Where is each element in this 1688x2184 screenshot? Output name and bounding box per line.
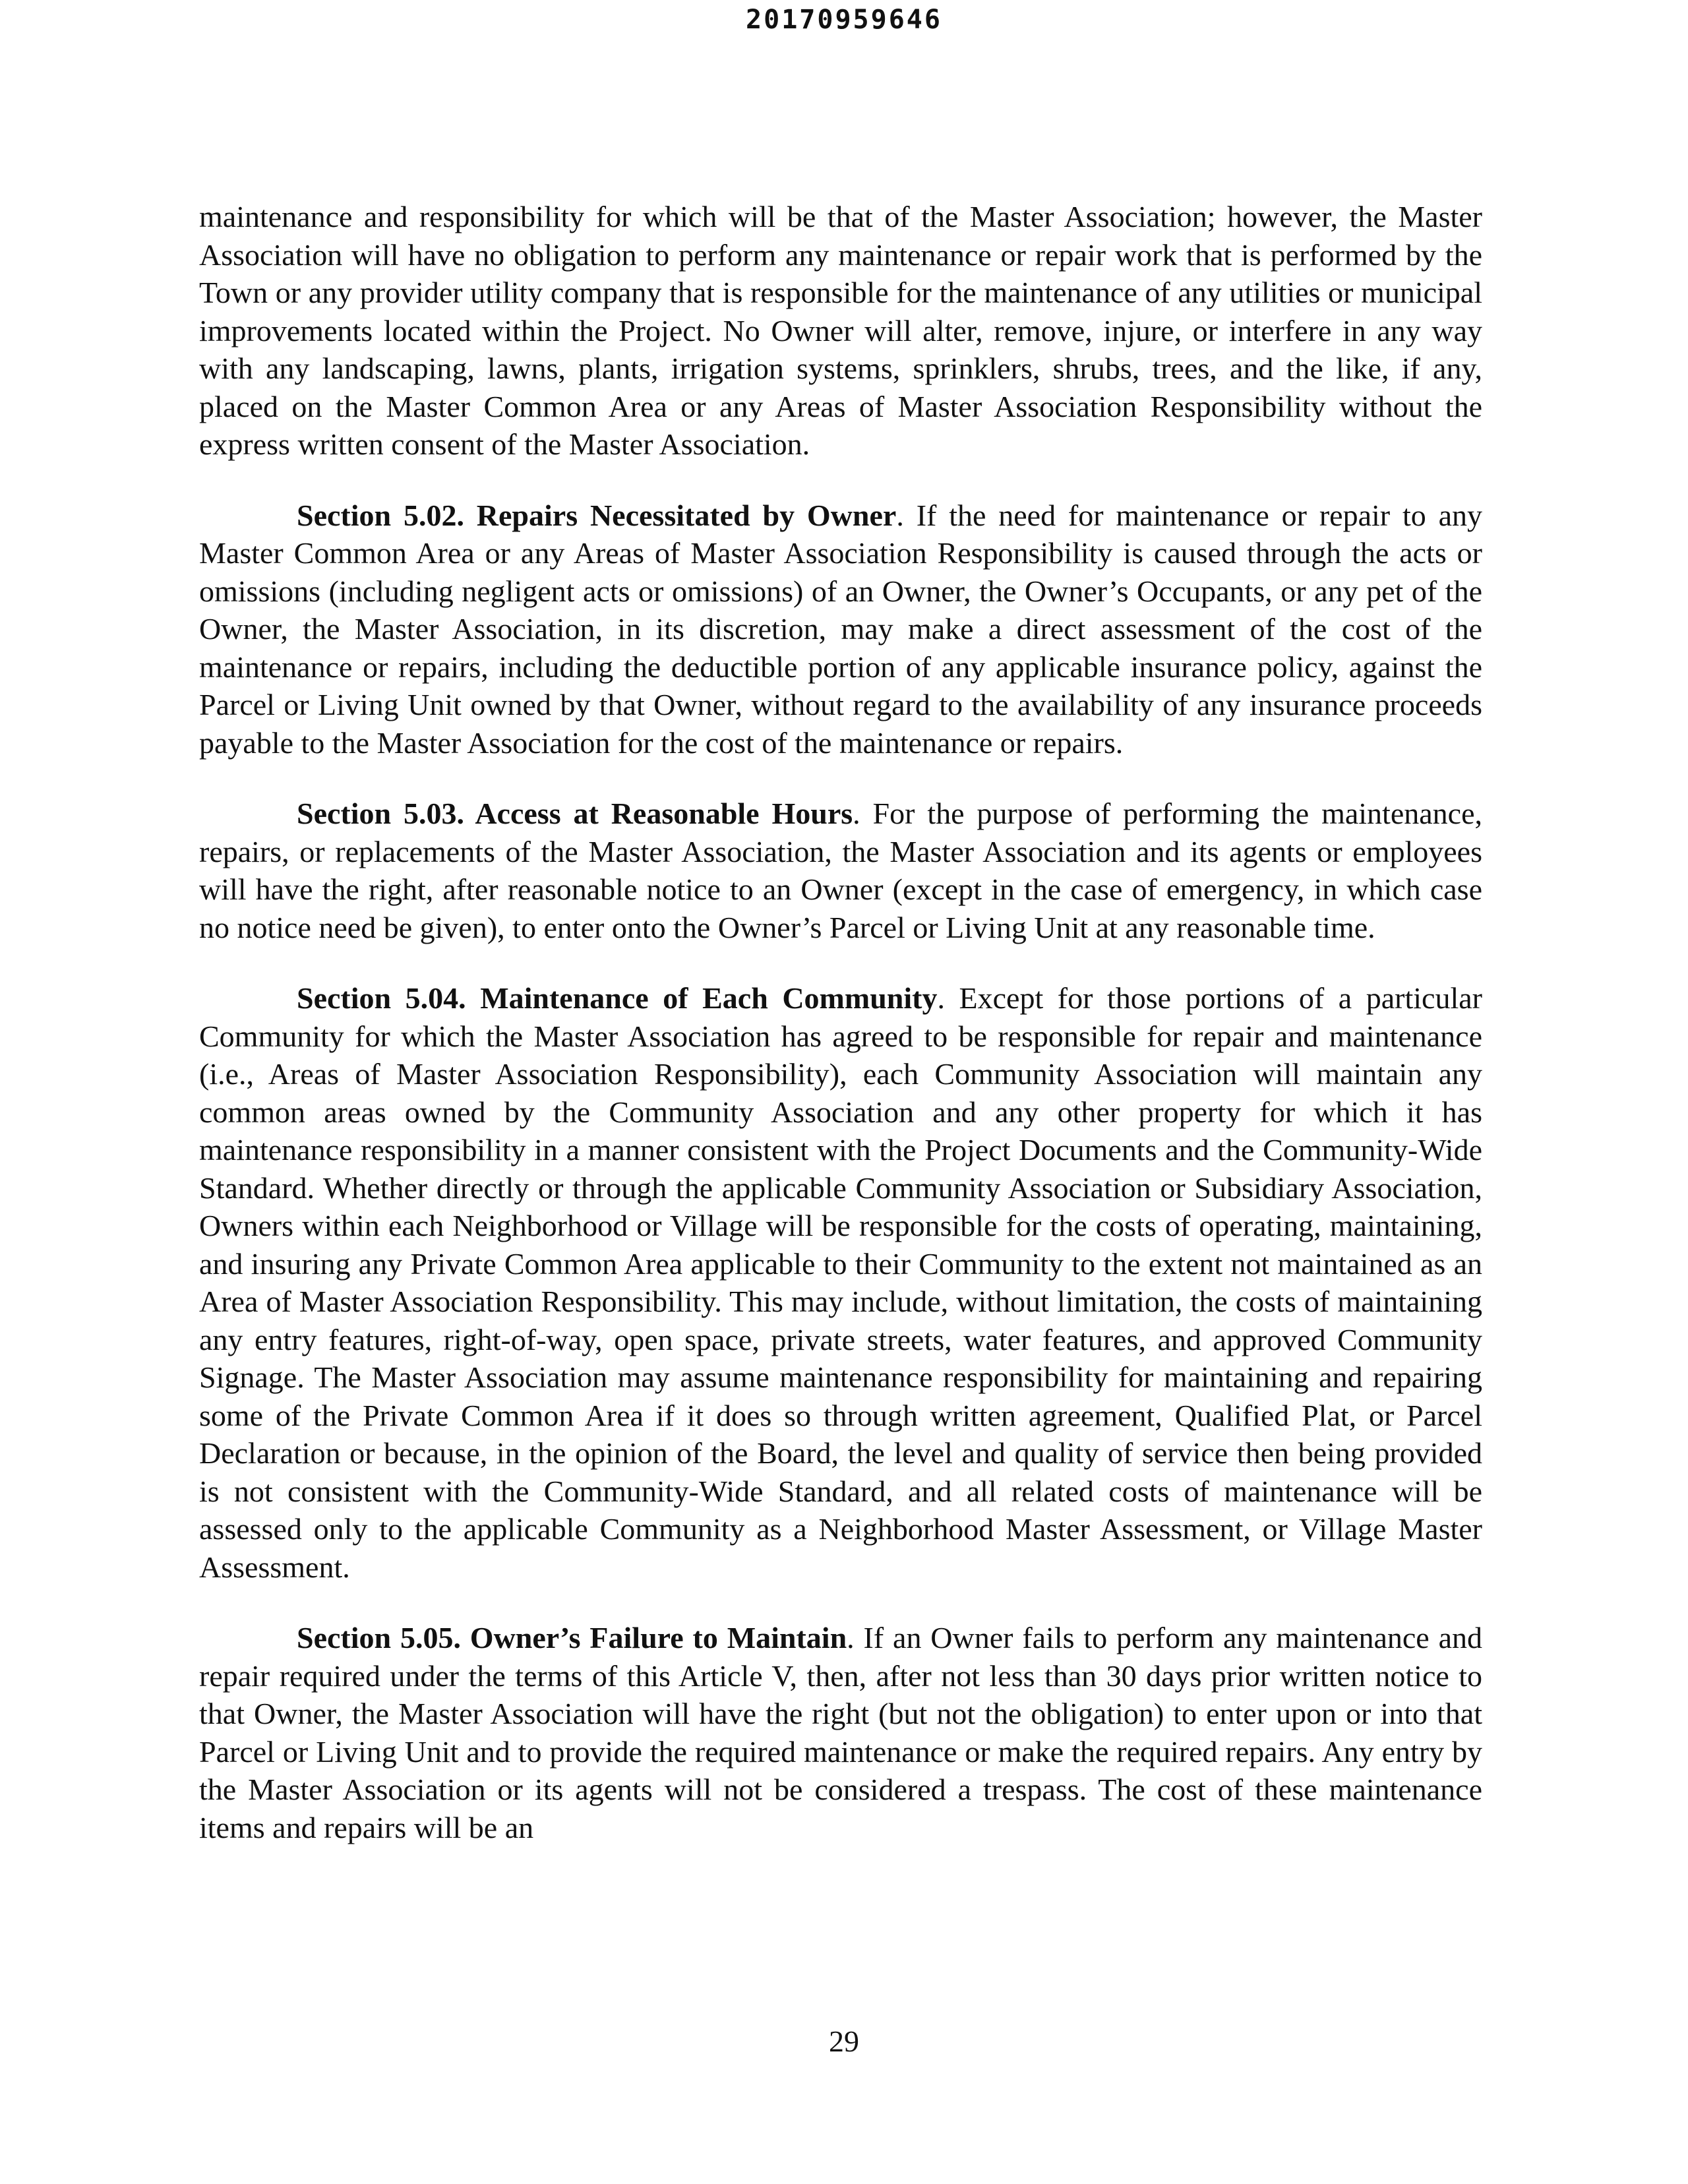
section-heading: Section 5.03. Access at Reasonable Hours (297, 797, 853, 830)
section-5-02 (199, 497, 1482, 762)
document-body (199, 198, 1482, 1879)
section-text: . For the purpose of performing the maintenance, repairs, or replacements of the Master Association, the Master Association and its agents or employees will have the right, after reasonable notice to an Owner (except in the case of emergency, in which case no notice need be given), to enter onto the Owner’s Parcel or Living Unit at any reasonable time. (199, 797, 1482, 944)
paragraph-continuation (199, 198, 1482, 464)
section-5-05 (199, 1619, 1482, 1846)
section-text: . If the need for maintenance or repair to any Master Common Area or any Areas of Master Association Responsibility is caused through the acts or omissions (including negligent acts or omissions) of an Owner, the Owner’s Occupants, or any pet of the Owner, the Master Association, in its discretion, may make a direct assessment of the cost of the maintenance or repairs, including the deductible portion of any applicable insurance policy, against the Parcel or Living Unit owned by that Owner, without regard to the availability of any insurance proceeds payable to the Master Association for the cost of the maintenance or repairs. (199, 498, 1483, 760)
section-text: . Except for those portions of a particular Community for which the Master Association has agreed to be responsible for repair and maintenance (i.e., Areas of Master Association Responsibility), each Community Association will maintain any common areas owned by the Community Association and any other property for which it has maintenance responsibility in a manner consistent with the Project Documents and the Community-Wide Standard. Whether directly or through the applicable Community Association or Subsidiary Association, Owners within each Neighborhood or Village will be responsible for the costs of operating, maintaining, and insuring any Private Common Area applicable to their Community to the extent not maintained as an Area of Master Association Responsibility. This may include, without limitation, the costs of maintaining any entry features, right-of-way, open space, private streets, water features, and approved Community Signage. The Master Association may assume maintenance responsibility for maintaining and repairing some of the Private Common Area if it does so through written agreement, Qualified Plat, or Parcel Declaration or because, in the opinion of the Board, the level and quality of service then being provided is not consistent with the Community-Wide Standard, and all related costs of maintenance will be assessed only to the applicable Community as a Neighborhood Master Assessment, or Village Master Assessment. (199, 981, 1482, 1584)
section-text: . If an Owner fails to perform any maintenance and repair required under the terms of this Article V, then, after not less than 30 days prior written notice to that Owner, the Master Association will have the right (but not the obligation) to enter upon or into that Parcel or Living Unit and to provide the required maintenance or make the required repairs. Any entry by the Master Association or its agents will not be considered a trespass. The cost of these maintenance items and repairs will be an (199, 1621, 1482, 1844)
document-number: 20170959646 (746, 5, 942, 35)
section-heading: Section 5.02. Repairs Necessitated by Owner (297, 498, 897, 532)
page-number: 29 (829, 2024, 859, 2058)
paragraph-text: maintenance and responsibility for which will be that of the Master Association; however, the Master Association will have no obligation to perform any maintenance or repair work that is performed by the Town or any provider utility company that is responsible for the maintenance of any utilities or municipal improvements located within the Project. No Owner will alter, remove, injure, or interfere in any way with any landscaping, lawns, plants, irrigation systems, sprinklers, shrubs, trees, and the like, if any, placed on the Master Common Area or any Areas of Master Association Responsibility without the express written consent of the Master Association. (199, 200, 1482, 461)
section-5-04 (199, 979, 1482, 1586)
section-heading: Section 5.05. Owner’s Failure to Maintain (297, 1621, 847, 1654)
section-heading: Section 5.04. Maintenance of Each Community (297, 981, 938, 1015)
section-5-03 (199, 795, 1482, 946)
